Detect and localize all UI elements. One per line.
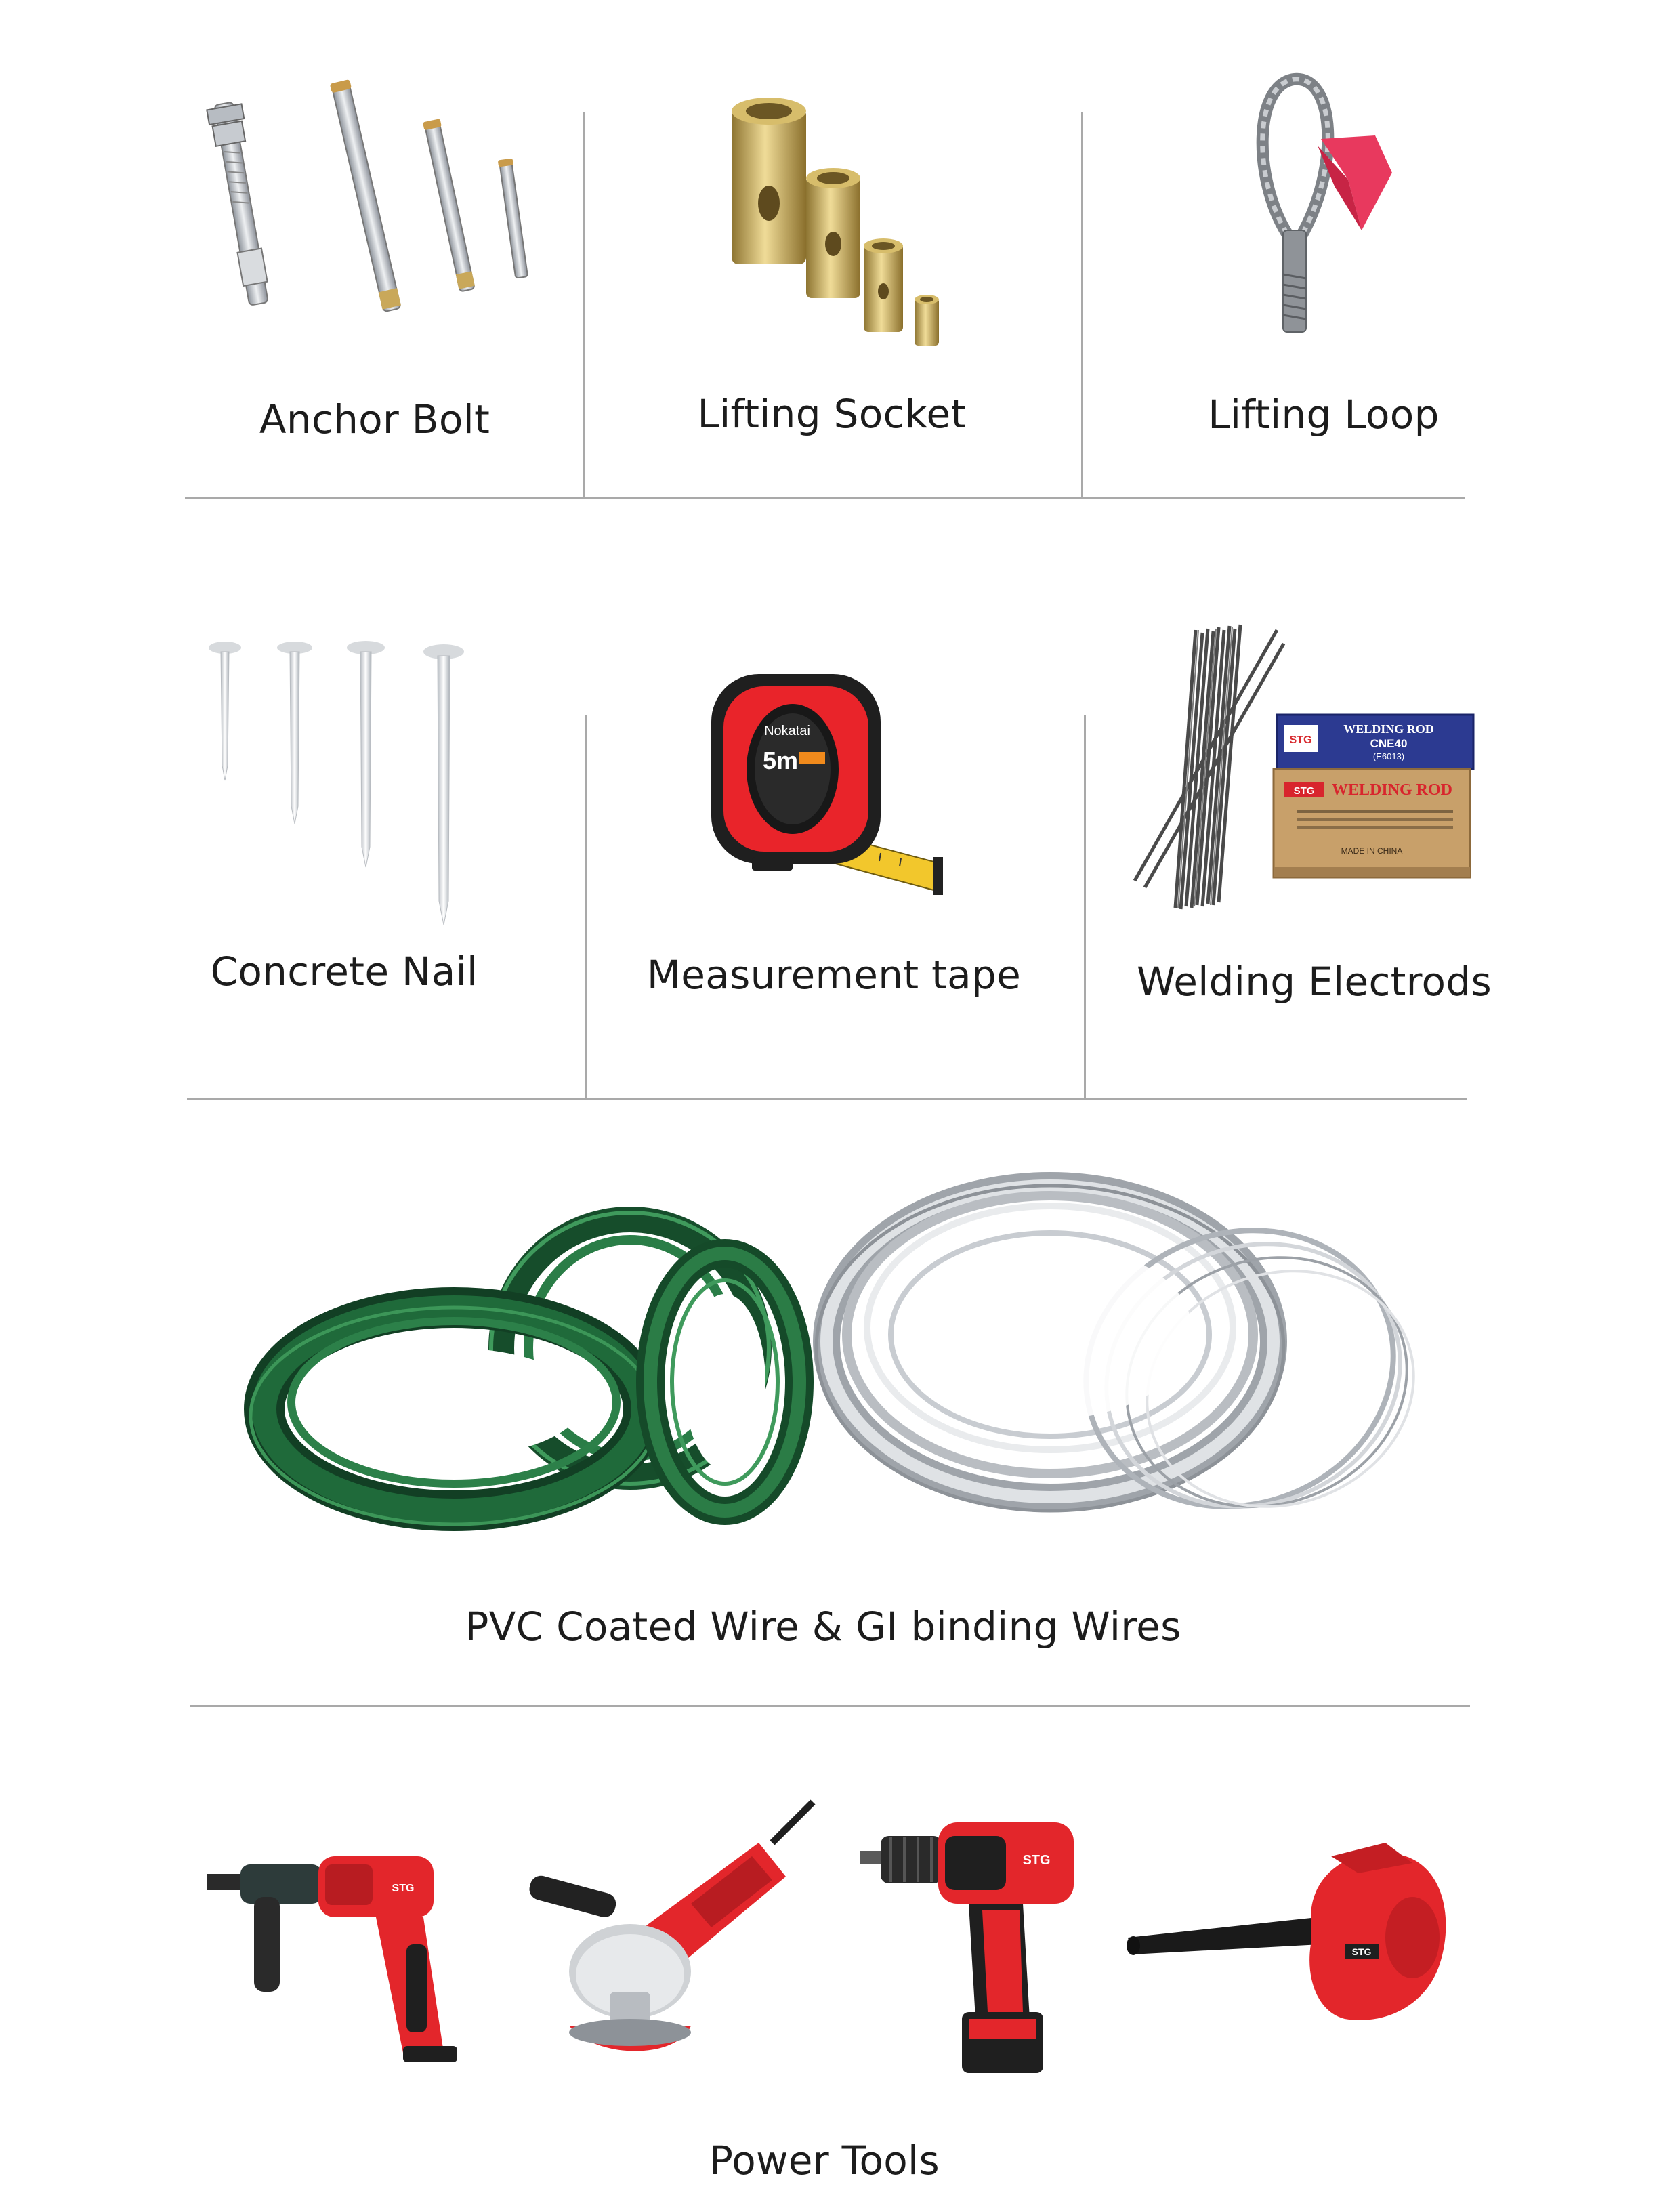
wires-label: PVC Coated Wire & GI binding Wires — [465, 1604, 1181, 1650]
measurement-tape-label: Measurement tape — [646, 952, 1022, 998]
box-top-code: (E6013) — [1372, 751, 1405, 761]
lifting-loop-label: Lifting Loop — [1208, 392, 1440, 438]
divider-horizontal — [185, 497, 1465, 499]
tape-brand-text: Nokatai — [764, 724, 810, 738]
rotary-hammer-image — [207, 1849, 478, 2073]
box-made-in: MADE IN CHINA — [1341, 846, 1403, 856]
drill-brand-mark: STG — [1022, 1853, 1051, 1868]
divider-horizontal — [187, 1098, 1467, 1100]
welding-electrods-label: Welding Electrods — [1137, 959, 1492, 1005]
divider-horizontal — [190, 1705, 1470, 1707]
gi-binding-wire-image — [820, 1165, 1429, 1518]
hammer-brand-mark: STG — [392, 1883, 415, 1894]
divider-vertical — [583, 112, 585, 498]
power-tools-label: Power Tools — [709, 2137, 940, 2183]
lifting-socket-image — [705, 88, 962, 359]
box-front-title: WELDING ROD — [1331, 781, 1453, 799]
lifting-loop-image — [1246, 71, 1423, 342]
angle-grinder-image — [528, 1802, 826, 2066]
divider-vertical — [1084, 715, 1086, 1098]
lifting-socket-label: Lifting Socket — [697, 391, 967, 437]
concrete-nail-label: Concrete Nail — [210, 948, 478, 995]
cordless-drill-image — [860, 1809, 1097, 2080]
box-top-title: WELDING ROD — [1343, 722, 1434, 736]
anchor-bolt-image — [203, 68, 555, 339]
divider-vertical — [585, 715, 587, 1098]
box-top-model: CNE40 — [1370, 737, 1408, 750]
welding-electrods-image — [1114, 616, 1480, 915]
box-top-logo: STG — [1289, 734, 1312, 746]
box-front-logo: STG — [1293, 785, 1315, 797]
pvc-coated-wire-image — [251, 1206, 806, 1518]
divider-vertical — [1081, 112, 1083, 498]
tape-length-text: 5m — [762, 747, 799, 774]
measurement-tape-image — [705, 667, 962, 911]
anchor-bolt-label: Anchor Bolt — [259, 396, 490, 442]
electric-blower-image — [1128, 1843, 1453, 2039]
concrete-nail-image — [196, 623, 495, 935]
blower-brand-mark: STG — [1351, 1946, 1372, 1957]
